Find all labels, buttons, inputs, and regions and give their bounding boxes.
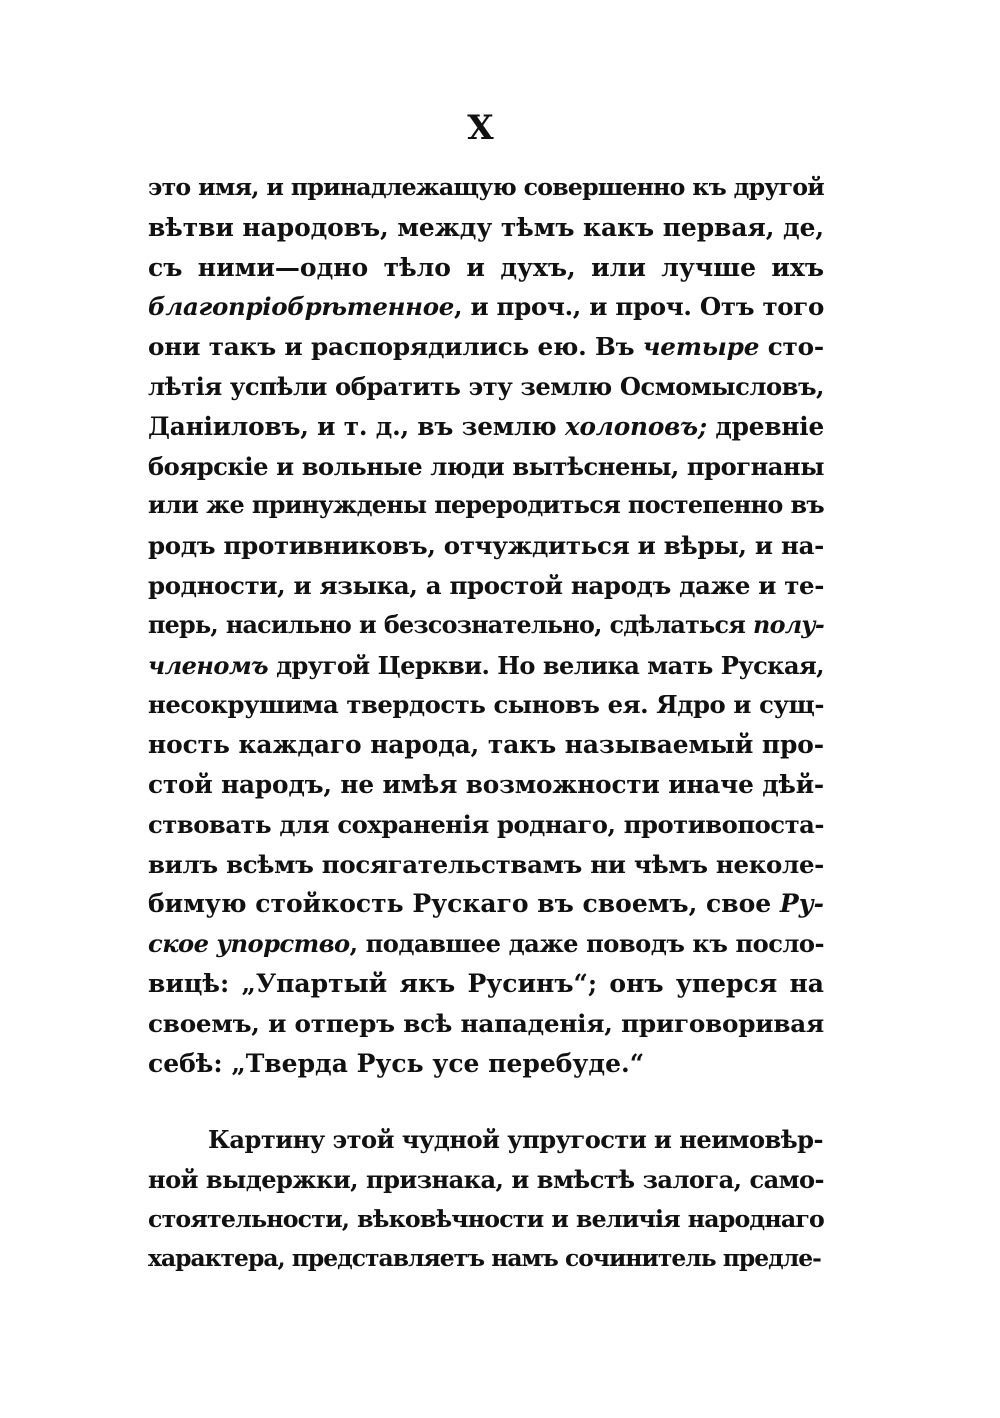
text-line <box>148 566 824 606</box>
text-segment: Даніиловъ, и т. д., въ землю <box>148 411 565 441</box>
text-line <box>148 924 824 964</box>
text-segment: съ ними—одно тѣло и духъ, или лучше ихъ <box>148 252 824 282</box>
text-segment: себѣ: „Тверда Русь усе перебуде.“ <box>148 1048 645 1078</box>
text-line <box>148 725 824 765</box>
italic-text: четыре <box>642 332 760 362</box>
text-line <box>148 407 824 447</box>
paragraph-1 <box>148 168 824 1083</box>
text-segment: ствовать для сохраненія роднаго, противопоста- <box>148 809 824 839</box>
text-segment: древніе <box>706 411 824 441</box>
text-line <box>148 805 824 845</box>
text-segment: , и проч., и проч. Отъ того <box>453 292 824 322</box>
text-segment: своемъ, и отперъ всѣ нападенія, приговоривая <box>148 1008 824 1038</box>
text-line <box>148 1120 824 1160</box>
italic-text: полу- <box>753 610 824 639</box>
text-line <box>148 1044 824 1084</box>
text-segment: , подавшее даже поводъ къ посло- <box>349 929 824 959</box>
text-line <box>148 685 824 725</box>
text-segment: родъ противниковъ, отчуждиться и вѣры, и на- <box>148 531 824 561</box>
text-segment: перь, насильно и безсознательно, сдѣлаться <box>148 610 754 639</box>
text-segment: боярскіе и вольные люди вытѣснены, прогнаны <box>148 451 824 481</box>
paragraph-2 <box>148 1120 824 1279</box>
text-segment: стой народъ, не имѣя возможности иначе дѣй- <box>148 769 824 799</box>
text-line <box>148 526 824 566</box>
italic-text: холоповъ; <box>564 411 707 441</box>
text-segment: несокрушима твердость сыновъ ея. Ядро и сущ- <box>148 690 824 720</box>
italic-text: Ру- <box>779 889 825 919</box>
text-segment: лѣтія успѣли обратить эту землю Осмомысловъ, <box>148 371 824 401</box>
text-line <box>148 208 824 248</box>
text-segment: вилъ всѣмъ посягательствамъ ни чѣмъ неколе- <box>148 849 824 879</box>
text-segment: или же принуждены переродиться постепенно въ <box>148 491 824 520</box>
text-segment: стоятельности, вѣковѣчности и величія народнаго <box>148 1204 824 1233</box>
text-line <box>148 367 824 407</box>
text-segment: ность каждаго народа, такъ называемый про- <box>148 730 824 760</box>
text-segment: Картину этой чудной упругости и неимовѣр- <box>208 1125 823 1154</box>
text-line <box>148 1004 824 1044</box>
page-number: X <box>467 108 495 148</box>
text-line <box>148 447 824 487</box>
text-line <box>148 168 824 208</box>
text-line <box>148 884 824 924</box>
text-segment: бимую стойкость Рускаго въ своемъ, свое <box>148 889 780 919</box>
text-line <box>148 248 824 288</box>
text-line <box>148 486 824 526</box>
text-segment: вицѣ: „Упартый якъ Русинъ“; онъ уперся на <box>148 968 824 998</box>
text-line <box>148 1239 824 1279</box>
text-line <box>148 964 824 1004</box>
italic-text: благопріобрѣтенное <box>148 292 454 322</box>
text-segment: они такъ и распорядились ею. Въ <box>148 332 643 362</box>
text-segment: родности, и языка, а простой народъ даже и те- <box>148 570 824 600</box>
text-segment: характера, представляетъ намъ сочинитель предле- <box>148 1244 821 1273</box>
text-line <box>148 287 824 327</box>
text-segment: вѣтви народовъ, между тѣмъ какъ первая, де, <box>148 212 824 242</box>
text-segment: это имя, и принадлежащую совершенно къ другой <box>148 173 824 201</box>
text-line <box>148 1160 824 1200</box>
italic-text: ское упорство <box>148 929 350 959</box>
text-line <box>148 327 824 367</box>
text-segment: другой Церкви. Но велика мать Руская, <box>268 650 824 680</box>
text-line <box>148 765 824 805</box>
text-line <box>148 845 824 885</box>
text-line <box>148 606 824 646</box>
text-line <box>148 1200 824 1240</box>
text-segment: сто- <box>759 332 824 362</box>
text-line <box>148 646 824 686</box>
text-segment: ной выдержки, признака, и вмѣстѣ залога, само- <box>148 1164 824 1194</box>
italic-text: членомъ <box>148 650 269 680</box>
